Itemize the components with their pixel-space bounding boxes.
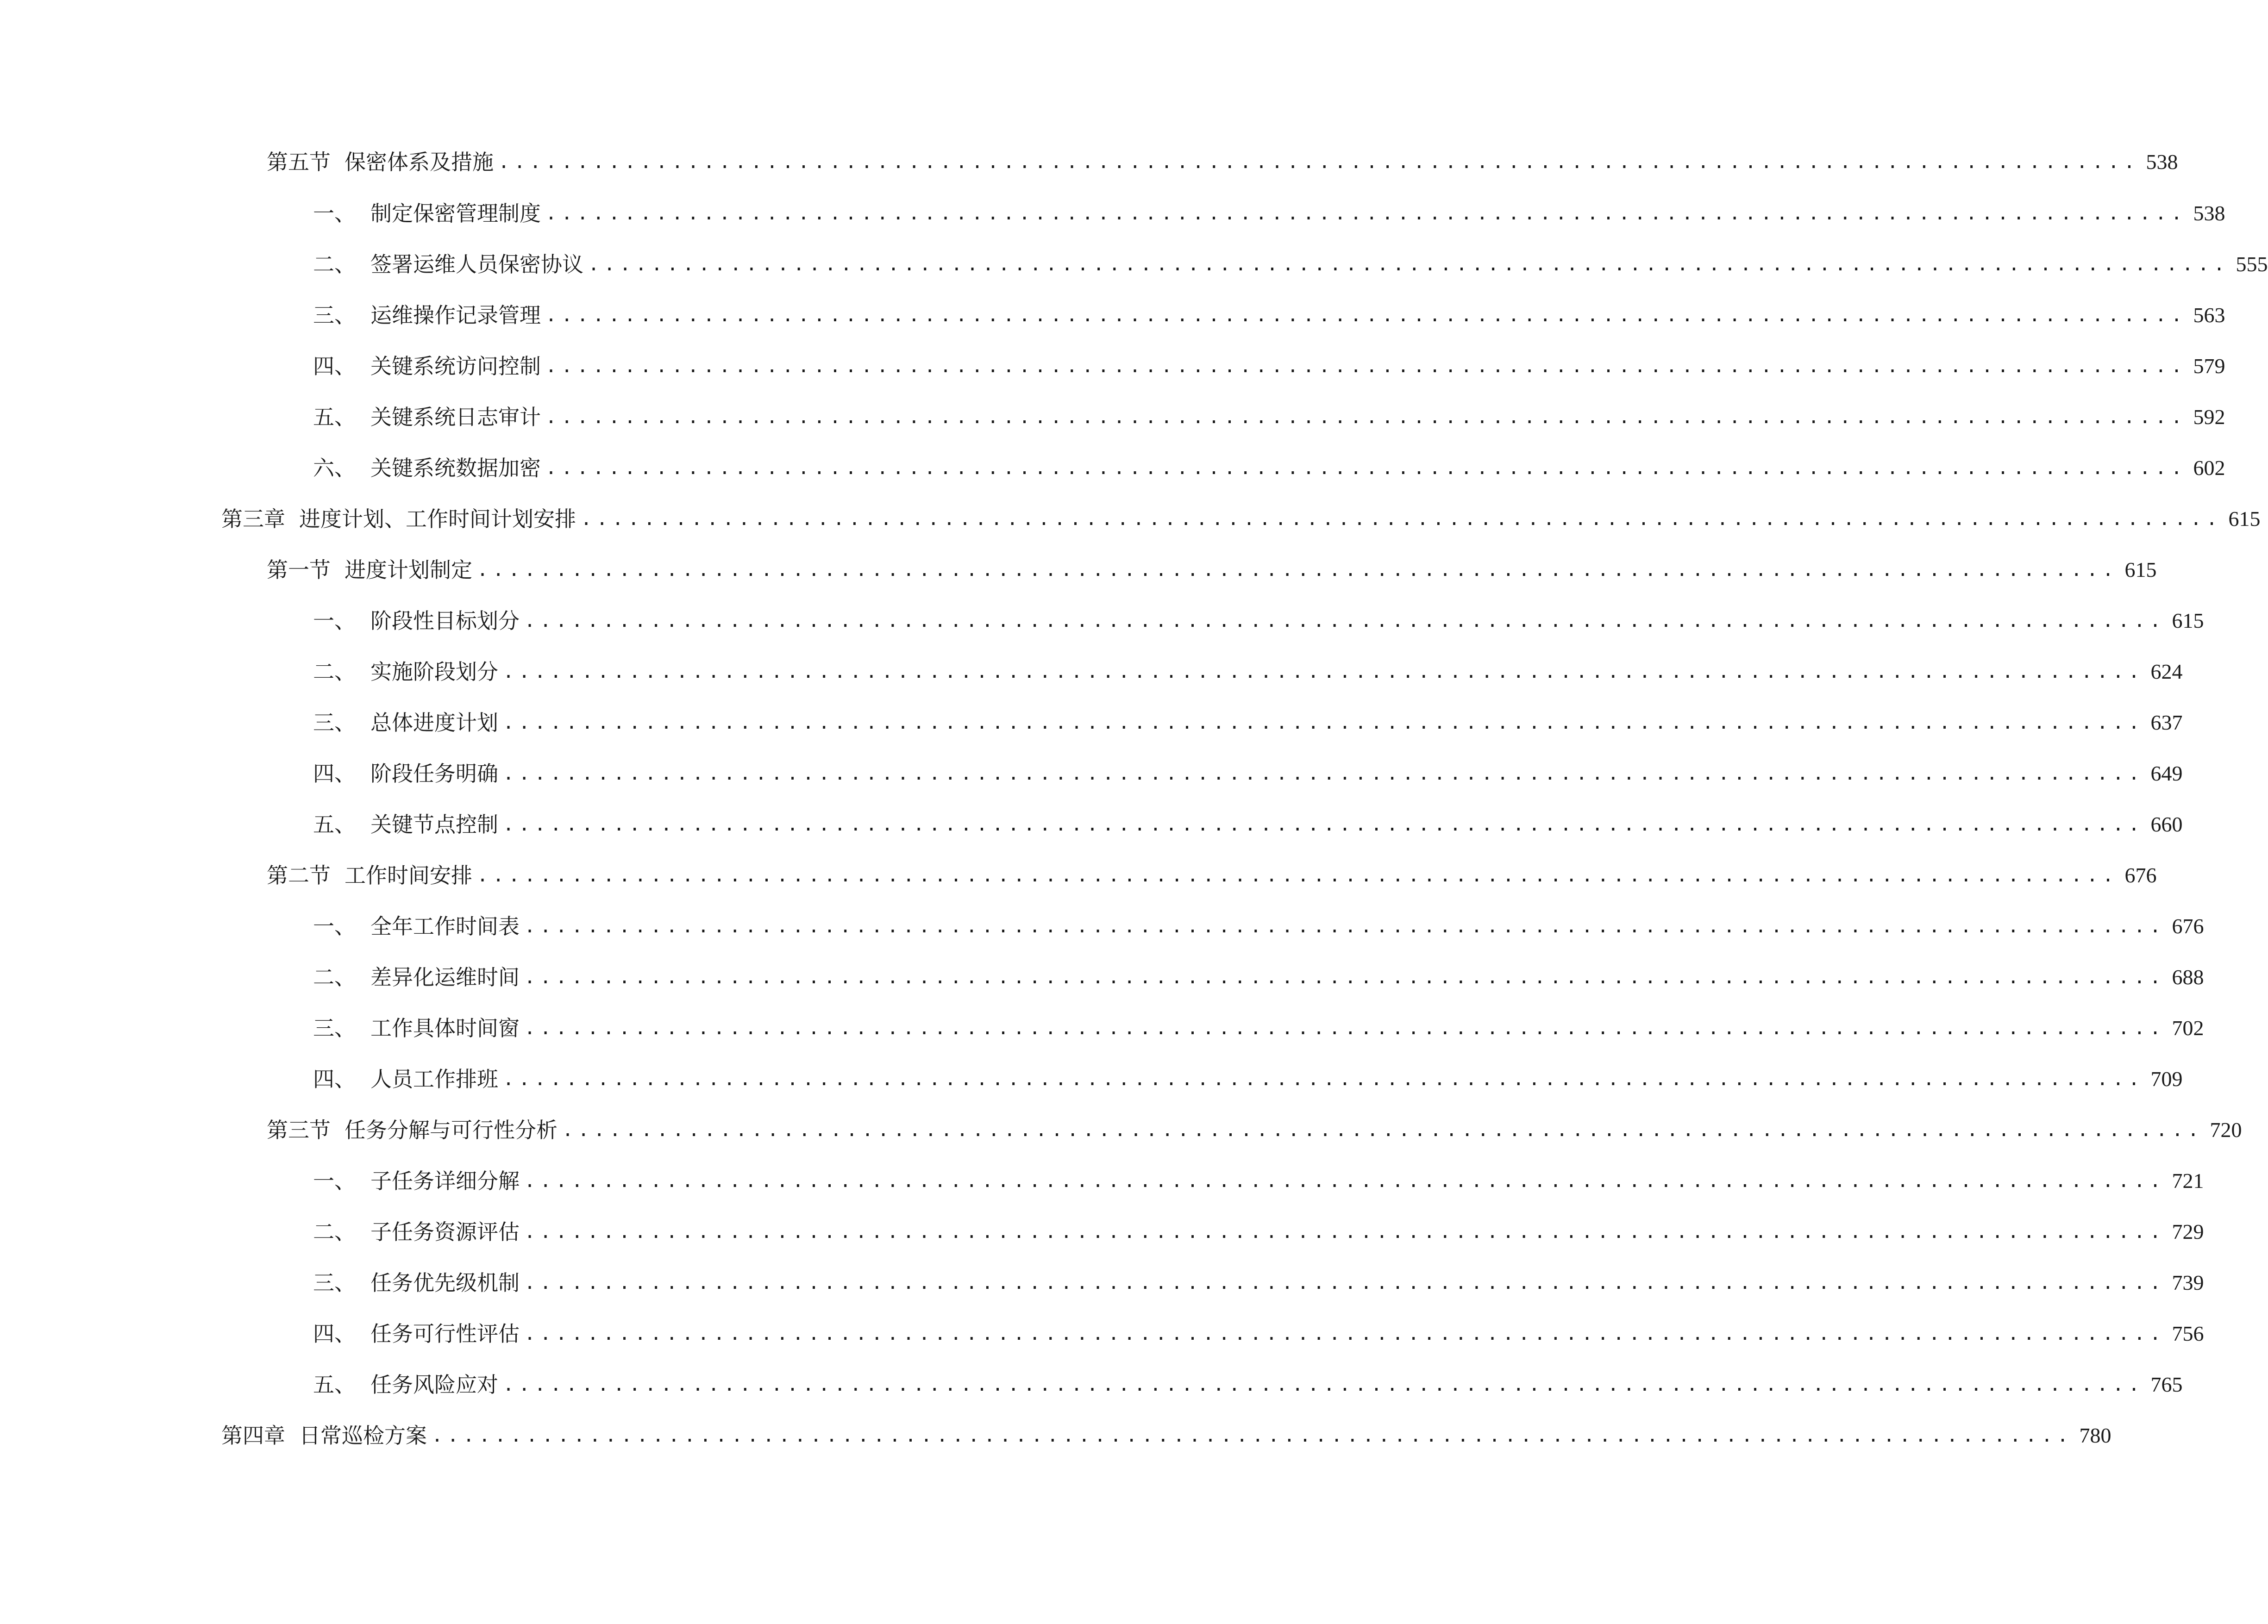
dot-leader: ........................................................................................................ <box>503 661 2144 682</box>
dot-leader: ........................................................................................................ <box>588 254 2230 275</box>
toc-entry-title: 进度计划、工作时间计划安排 <box>299 506 576 531</box>
toc-entry-title: 签署运维人员保密协议 <box>370 252 583 277</box>
toc-entry[interactable] <box>313 1213 2204 1250</box>
toc-entry-page: 538 <box>2146 150 2178 174</box>
toc-entry[interactable] <box>313 959 2204 996</box>
toc-entry-number: 第三节 <box>267 1118 331 1143</box>
toc-entry[interactable] <box>313 1010 2204 1047</box>
dot-leader: ........................................................................................................ <box>545 203 2187 224</box>
toc-entry-page: 615 <box>2172 609 2204 632</box>
toc-entry-page: 649 <box>2150 762 2183 785</box>
toc-entry[interactable] <box>313 246 2268 283</box>
toc-entry[interactable] <box>313 348 2225 385</box>
toc-entry-title: 工作时间安排 <box>345 863 472 888</box>
toc-entry-title: 阶段任务明确 <box>370 761 498 786</box>
toc-entry-title: 运维操作记录管理 <box>370 303 541 328</box>
toc-entry-number: 二、 <box>313 252 356 277</box>
toc-entry-title: 关键系统访问控制 <box>370 354 541 379</box>
dot-leader: ........................................................................................................ <box>524 916 2166 937</box>
toc-entry[interactable] <box>313 653 2183 690</box>
toc-entry-number: 四、 <box>313 761 356 786</box>
toc-entry-number: 四、 <box>313 354 356 379</box>
toc-entry-number: 四、 <box>313 1067 356 1092</box>
toc-entry-title: 任务可行性评估 <box>370 1321 520 1346</box>
toc-entry-title: 日常巡检方案 <box>299 1423 427 1448</box>
toc-entry[interactable] <box>313 297 2225 334</box>
toc-entry[interactable] <box>313 602 2204 639</box>
toc-entry[interactable] <box>221 1417 2111 1454</box>
dot-leader: ........................................................................................................ <box>545 406 2187 428</box>
dot-leader: ........................................................................................................ <box>524 1170 2166 1192</box>
toc-entry-page: 709 <box>2150 1067 2183 1091</box>
toc-entry[interactable] <box>313 1061 2183 1098</box>
toc-entry-title: 总体进度计划 <box>370 710 498 735</box>
toc-entry[interactable] <box>267 144 2178 181</box>
toc-entry-page: 592 <box>2193 405 2225 429</box>
toc-entry-title: 差异化运维时间 <box>370 965 520 990</box>
toc-entry-title: 任务风险应对 <box>370 1372 498 1397</box>
dot-leader: ........................................................................................................ <box>432 1425 2073 1446</box>
toc-entry[interactable] <box>267 857 2157 894</box>
toc-entry-page: 602 <box>2193 456 2225 480</box>
toc-entry[interactable] <box>313 908 2204 945</box>
dot-leader: ........................................................................................................ <box>524 967 2166 988</box>
toc-entry-page: 702 <box>2172 1016 2204 1040</box>
dot-leader: ........................................................................................................ <box>524 1272 2166 1293</box>
toc-entry-title: 人员工作排班 <box>370 1067 498 1092</box>
toc-entry-page: 765 <box>2150 1373 2183 1396</box>
toc-entry[interactable] <box>313 1315 2204 1352</box>
toc-entry-title: 任务分解与可行性分析 <box>345 1118 558 1143</box>
toc-entry-number: 第三章 <box>221 506 285 531</box>
toc-entry-page: 637 <box>2150 711 2183 734</box>
toc-entry-page: 579 <box>2193 354 2225 378</box>
toc-entry-number: 第四章 <box>221 1423 285 1448</box>
dot-leader: ........................................................................................................ <box>545 356 2187 377</box>
toc-entry-number: 三、 <box>313 710 356 735</box>
toc-entry-number: 二、 <box>313 965 356 990</box>
dot-leader: ........................................................................................................ <box>524 1018 2166 1039</box>
toc-entry-page: 756 <box>2172 1322 2204 1345</box>
toc-entry-title: 进度计划制定 <box>345 557 472 582</box>
toc-entry-number: 第二节 <box>267 863 331 888</box>
toc-entry-number: 六、 <box>313 456 356 481</box>
toc-entry-page: 688 <box>2172 965 2204 989</box>
toc-entry-title: 制定保密管理制度 <box>370 201 541 226</box>
toc-entry[interactable] <box>313 806 2183 843</box>
dot-leader: ........................................................................................................ <box>503 1374 2144 1395</box>
toc-entry-page: 615 <box>2228 507 2261 531</box>
toc-entry-page: 624 <box>2150 660 2183 683</box>
toc-entry-number: 三、 <box>313 303 356 328</box>
dot-leader: ........................................................................................................ <box>503 814 2144 835</box>
toc-entry-page: 780 <box>2079 1424 2111 1447</box>
toc-entry-number: 四、 <box>313 1321 356 1346</box>
toc-entry-title: 任务优先级机制 <box>370 1270 520 1295</box>
toc-entry[interactable] <box>313 1162 2204 1199</box>
toc-entry[interactable] <box>267 1112 2242 1149</box>
dot-leader: ........................................................................................................ <box>545 457 2187 479</box>
toc-entry-page: 720 <box>2210 1118 2242 1142</box>
toc-entry-page: 676 <box>2172 914 2204 938</box>
toc-entry-page: 660 <box>2150 812 2183 836</box>
toc-entry-page: 538 <box>2193 201 2225 225</box>
toc-entry-number: 五、 <box>313 405 356 430</box>
toc-entry-number: 一、 <box>313 201 356 226</box>
toc-entry-title: 子任务资源评估 <box>370 1219 520 1244</box>
dot-leader: ........................................................................................................ <box>477 559 2118 581</box>
toc-entry-page: 563 <box>2193 303 2225 327</box>
dot-leader: ........................................................................................................ <box>581 508 2222 530</box>
dot-leader: ........................................................................................................ <box>524 1221 2166 1243</box>
toc-entry-number: 第一节 <box>267 557 331 582</box>
dot-leader: ........................................................................................................ <box>503 1068 2144 1090</box>
toc-entry-number: 第五节 <box>267 150 331 175</box>
toc-entry[interactable] <box>221 500 2261 537</box>
toc-entry-number: 一、 <box>313 914 356 939</box>
toc-entry-number: 五、 <box>313 812 356 837</box>
toc-entry-number: 五、 <box>313 1372 356 1397</box>
toc-entry-number: 三、 <box>313 1270 356 1295</box>
toc-entry-title: 关键系统日志审计 <box>370 405 541 430</box>
dot-leader: ........................................................................................................ <box>524 1323 2166 1344</box>
toc-entry-page: 555 <box>2236 252 2268 276</box>
dot-leader: ........................................................................................................ <box>524 610 2166 631</box>
toc-entry-title: 子任务详细分解 <box>370 1168 520 1193</box>
toc-entry[interactable] <box>313 755 2183 792</box>
toc-entry[interactable] <box>313 1366 2183 1403</box>
dot-leader: ........................................................................................................ <box>503 712 2144 733</box>
toc-entry[interactable] <box>313 399 2225 436</box>
toc-entry-title: 关键系统数据加密 <box>370 456 541 481</box>
toc-entry-number: 一、 <box>313 608 356 633</box>
dot-leader: ........................................................................................................ <box>545 305 2187 326</box>
toc-entry[interactable] <box>313 195 2225 232</box>
toc-entry-page: 676 <box>2124 863 2157 887</box>
toc-entry-page: 721 <box>2172 1169 2204 1193</box>
toc-entry-title: 工作具体时间窗 <box>370 1016 520 1041</box>
dot-leader: ........................................................................................................ <box>562 1119 2204 1141</box>
toc-entry-title: 实施阶段划分 <box>370 659 498 684</box>
toc-entry-number: 二、 <box>313 659 356 684</box>
toc-entry-page: 615 <box>2124 558 2157 581</box>
toc-entry[interactable] <box>267 551 2157 588</box>
toc-entry-title: 全年工作时间表 <box>370 914 520 939</box>
dot-leader: ........................................................................................................ <box>477 865 2118 886</box>
toc-entry-page: 739 <box>2172 1271 2204 1294</box>
toc-entry-number: 一、 <box>313 1168 356 1193</box>
dot-leader: ........................................................................................................ <box>498 151 2140 173</box>
toc-entry-title: 阶段性目标划分 <box>370 608 520 633</box>
toc-entry-page: 729 <box>2172 1220 2204 1243</box>
dot-leader: ........................................................................................................ <box>503 763 2144 784</box>
toc-entry[interactable] <box>313 704 2183 741</box>
toc-entry-number: 二、 <box>313 1219 356 1244</box>
toc-entry-title: 保密体系及措施 <box>345 150 494 175</box>
toc-entry[interactable] <box>313 450 2225 487</box>
toc-entry-title: 关键节点控制 <box>370 812 498 837</box>
toc-entry-number: 三、 <box>313 1016 356 1041</box>
toc-entry[interactable] <box>313 1264 2204 1301</box>
